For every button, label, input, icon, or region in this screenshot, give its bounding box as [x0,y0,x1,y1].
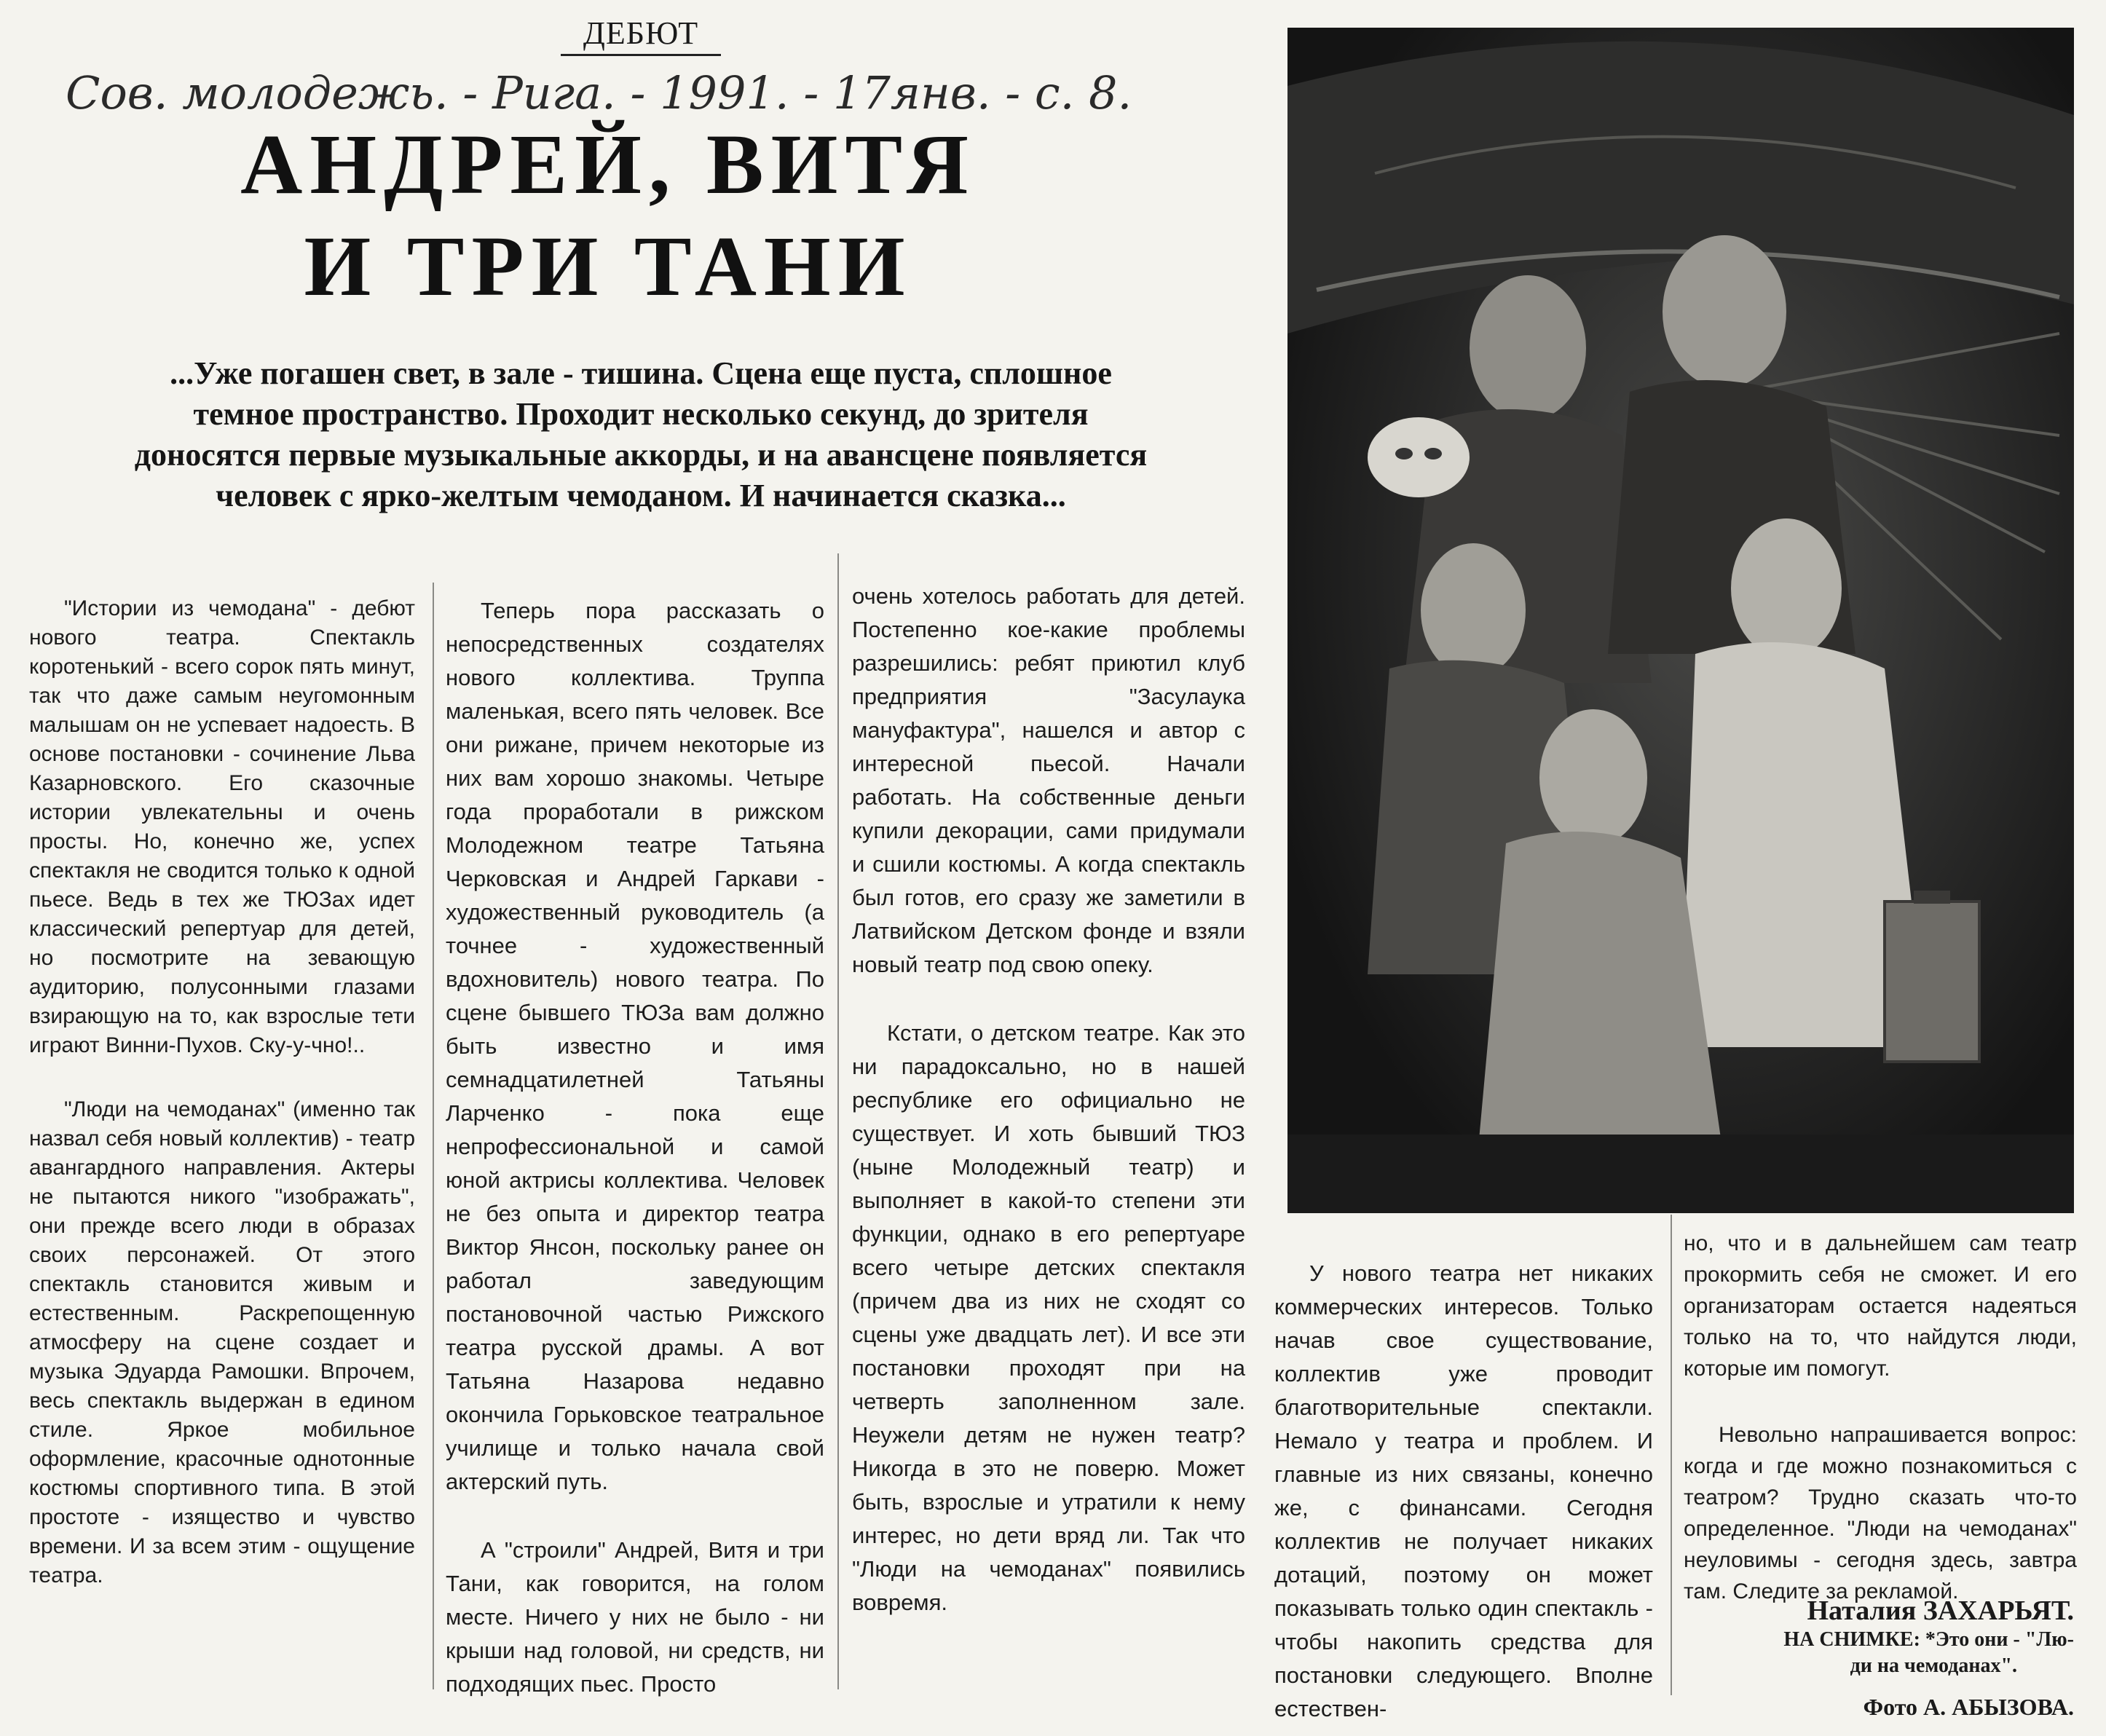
col2-paragraph-1: Теперь пора рассказать о непосредственных создателях нового коллектива. Труппа маленькая, всего пять человек. Все они рижане, причем некоторые из них вам хорошо знакомы. Четыре года проработали в рижском Молодежном театре Татьяна Черковская и Андрей Гаркави - художественный руководитель (а точнее - художественный вдохновитель) нового театра. По сцене бывшего ТЮЗа вам должно быть известно и имя семнадцатилетней Татьяны Ларченко - пока еще непрофессиональной и самой юной актрисы коллектива. Человек не без опыта и директор театра Виктор Янсон, поскольку ранее он работал заведующим постановочной частью Рижского театра русской драмы. А вот Татьяна Назарова недавно окончила Горьковское театральное училище и только начала свой актерский путь. [446,598,824,1494]
col1-paragraph-2: "Люди на чемоданах" (именно так назвал себя новый коллектив) - театр авангардного направления. Актеры не пытаются никого "изображать", они прежде всего люди в образах своих персонажей. От этого спектакль становится живым и естественным. Раскрепощенную атмосферу на сцене создает и музыка Эдуарда Рамошки. Впрочем, весь спектакль выдержан в едином стиле. Яркое мобильное оформление, красочные однотонные костюмы спортивного типа. В этой простоте - изящество и чувство времени. И за всем этим - ощущение театра. [29,1097,415,1587]
article-column-2 [446,594,824,1701]
col4-paragraph-1: У нового театра нет никаких коммерческих интересов. Только начав свое существование, коллектив уже проводит благотворительные спектакли. Немало у театра и проблем. И главные из них связаны, конечно же, с финансами. Сегодня коллектив не получает никаких дотаций, поэтому он может показывать только один спектакль - чтобы накопить средства для постановки следующего. Вполне естествен- [1274,1260,1653,1721]
photo-caption-line-2: ди на чемоданах". [1850,1654,2017,1677]
handwritten-source-note: Сов. молодежь. - Рига. - 1991. - 17янв. - с. 8. [66,66,1132,119]
article-column-5 [1684,1228,2077,1607]
col3-paragraph-1: очень хотелось работать для детей. Постепенно кое-какие проблемы разрешились: ребят приютил клуб предприятия "Засулаука мануфактура", нашелся и автор с интересной пьесой. Начали работать. На собственные деньги купили декорации, сами придумали и сшили костюмы. А когда спектакль был готов, его сразу же заметили в Латвийском Детском фонде и взяли новый театр под свою опеку. [852,583,1245,977]
lead-line-2: темное пространство. Проходит несколько секунд, до зрителя [193,396,1089,432]
col1-paragraph-1: "Истории из чемодана" - дебют нового театра. Спектакль коротенький - всего сорок пять минут, так что даже самым неугомонным малышам он не успевает надоесть. В основе постановки - сочинение Льва Казарновского. Его сказочные истории увлекательны и очень просты. Но, конечно же, успех спектакля не сводится только к одной пьесе. Ведь в тех же ТЮЗах идет классический репертуар для детей, но посмотрите на зевающую аудиторию, полусонными глазами взирающую на то, как взрослые тети играют Винни-Пухов. Ску-у-чно!.. [29,596,415,1057]
headline-line-1: АНДРЕЙ, ВИТЯ [240,117,976,212]
lead-line-4: человек с ярко-желтым чемоданом. И начинается сказка... [216,478,1066,513]
lead-paragraph [29,353,1253,516]
author-signature: Наталия ЗАХАРЬЯТ. [1807,1595,2074,1626]
col3-paragraph-2: Кстати, о детском театре. Как это ни парадоксально, но в нашей республике его официально не существует. И хоть бывший ТЮЗ (ныне Молодежный театр) и выполняет в какой-то степени эти функции, однако в его репертуаре всего четыре детских спектакля (причем два из них не сходят со сцены уже двадцать лет). И все эти постановки проходят при на четверть заполненном зале. Неужели детям не нужен театр? Никогда в это не поверю. Может быть, взрослые и утратили к нему интерес, но дети вряд ли. Так что "Люди на чемоданах" появились вовремя. [852,1020,1245,1615]
column-divider [433,583,434,1689]
headline-line-2: И ТРИ ТАНИ [304,218,912,314]
article-column-3 [852,580,1245,1619]
article-column-1 [29,594,415,1590]
troupe-photo [1287,28,2074,1213]
lead-line-1: ...Уже погашен свет, в зале - тишина. Сцена еще пуста, сплошное [170,355,1112,391]
article-column-4 [1274,1257,1653,1726]
troupe-photo-illustration [1287,28,2074,1213]
rubric-label: ДЕБЮТ [561,13,721,56]
col5-paragraph-2: Невольно напрашивается вопрос: когда и где можно познакомиться с театром? Трудно сказать что-то определенное. "Люди на чемоданах" неуловимы - сегодня здесь, завтра там. Следите за рекламой. [1684,1423,2077,1603]
column-divider [837,553,839,1689]
col5-paragraph-1: но, что и в дальнейшем сам театр прокормить себя не сможет. И его организаторам остается надеяться только на то, что найдутся люди, которые им помогут. [1684,1231,2077,1381]
photo-caption-line-1: НА СНИМКЕ: *Это они - "Лю- [1783,1628,2074,1651]
col2-paragraph-2: А "строили" Андрей, Витя и три Тани, как говорится, на голом месте. Ничего у них не было - ни крыши над головой, ни средств, ни подходящих пьес. Просто [446,1537,824,1697]
photo-credit: Фото А. АБЫЗОВА. [1863,1694,2074,1720]
lead-line-3: доносятся первые музыкальные аккорды, и на авансцене появляется [134,437,1148,473]
column-divider [1671,1215,1672,1695]
